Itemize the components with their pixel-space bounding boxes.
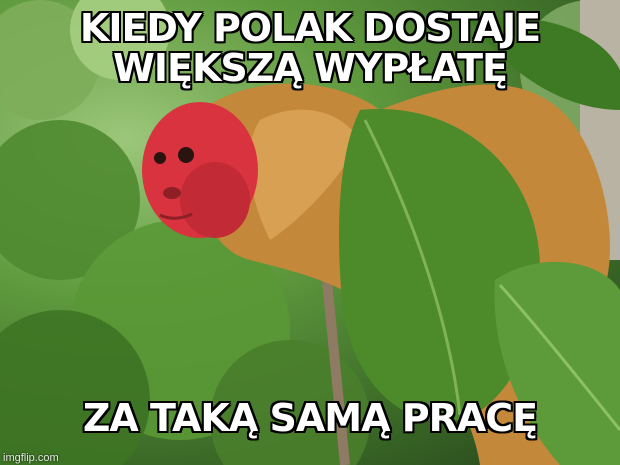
imgflip-watermark: imgflip.com <box>3 452 59 464</box>
monkey-eye-right <box>178 147 194 163</box>
top-caption-line-1: KIEDY POLAK DOSTAJE <box>79 6 541 50</box>
monkey-eye-left <box>154 152 166 164</box>
monkey-face-shade <box>180 162 250 238</box>
top-caption-line-2: WIĘKSZĄ WYPŁATĘ <box>112 46 508 90</box>
top-caption <box>0 8 620 88</box>
bottom-caption: ZA TAKĄ SAMĄ PRACĘ <box>82 396 538 440</box>
monkey-nose <box>163 187 181 199</box>
